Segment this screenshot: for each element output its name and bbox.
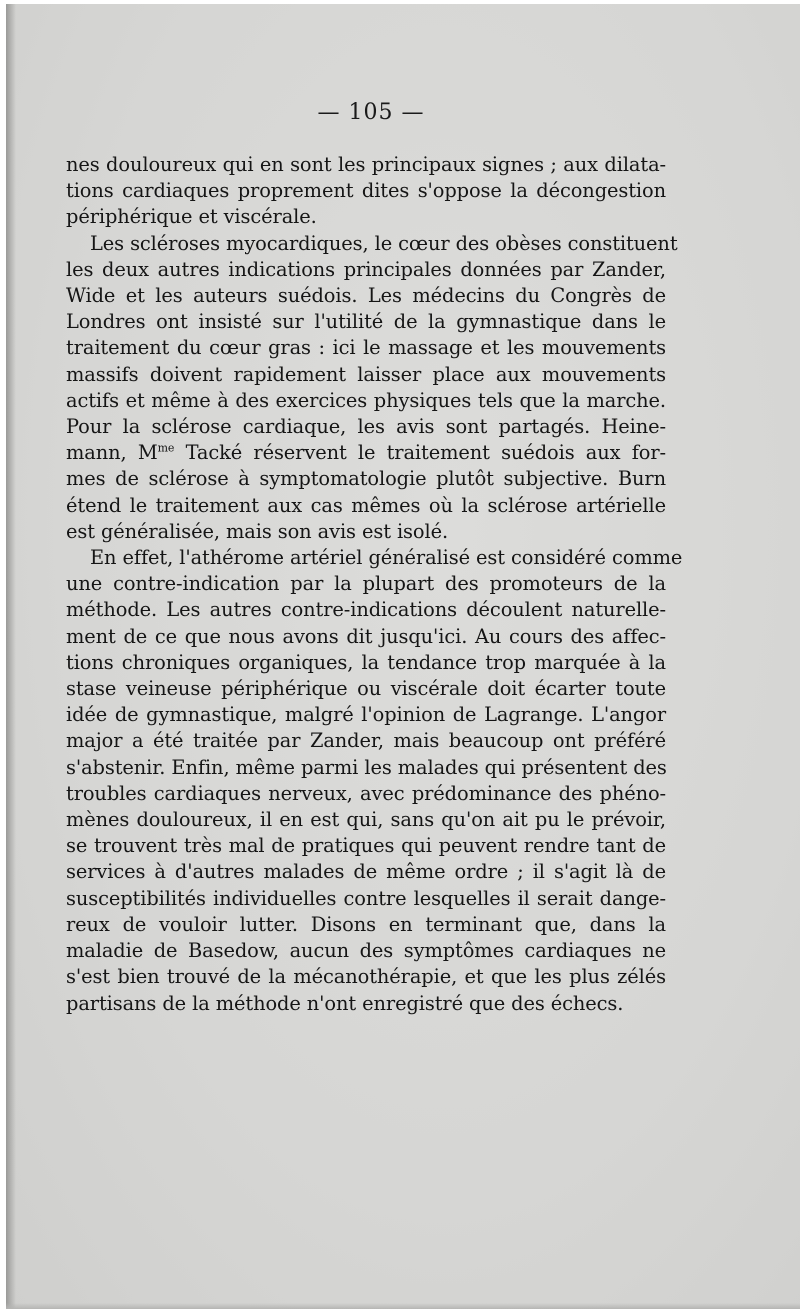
text-line: massifs doivent rapidement laisser place aux mouvements	[66, 362, 666, 386]
body-text	[66, 152, 683, 1017]
page-number: — 105 —	[317, 100, 425, 125]
text-line: étend le traitement aux cas mêmes où la sclérose artérielle	[66, 493, 666, 517]
scanned-page	[6, 4, 800, 1309]
text-line: reux de vouloir lutter. Disons en terminant que, dans la	[66, 912, 666, 936]
text-line: partisans de la méthode n'ont enregistré que des échecs.	[66, 991, 624, 1015]
page-bottom-shadow	[6, 1303, 800, 1309]
text-line: stase veineuse périphérique ou viscérale doit écarter toute	[66, 677, 666, 701]
text-line: major a été traitée par Zander, mais beaucoup ont préféré	[66, 729, 666, 753]
text-line: maladie de Basedow, aucun des symptômes cardiaques ne	[66, 939, 666, 963]
text-line: mann, $M^{me}$ Tacké réservent le traitement suédois aux for-	[66, 441, 666, 465]
text-line: services à d'autres malades de même ordre ; il s'agit là de	[66, 860, 666, 884]
text-line: En effet, l'athérome artériel généralisé est considéré comme	[90, 546, 683, 570]
text-line: méthode. Les autres contre-indications découlent naturelle-	[66, 598, 666, 622]
text-line: actifs et même à des exercices physiques tels que la marche.	[66, 388, 666, 412]
text-line: périphérique et viscérale.	[66, 205, 317, 229]
text-line: mes de sclérose à symptomatologie plutôt subjective. Burn	[66, 467, 666, 491]
text-line: se trouvent très mal de pratiques qui peuvent rendre tant de	[66, 834, 666, 858]
text-line: traitement du cœur gras : ici le massage et les mouvements	[66, 336, 666, 360]
text-line: troubles cardiaques nerveux, avec prédominance des phéno-	[66, 781, 666, 805]
text-line: Les scléroses myocardiques, le cœur des obèses constituent	[90, 231, 678, 255]
text-line: est généralisée, mais son avis est isolé.	[66, 519, 449, 543]
text-line: s'abstenir. Enfin, même parmi les malades qui présentent des	[66, 755, 667, 779]
text-line: une contre-indication par la plupart des promoteurs de la	[66, 572, 666, 596]
text-line: Londres ont insisté sur l'utilité de la gymnastique dans le	[66, 310, 666, 334]
paragraph-2	[66, 231, 678, 545]
text-line: tions chroniques organiques, la tendance trop marquée à la	[66, 650, 666, 674]
text-line: tions cardiaques proprement dites s'oppose la décongestion	[66, 179, 666, 203]
paragraph-3	[66, 545, 683, 1017]
text-line: ment de ce que nous avons dit jusqu'ici. Au cours des affec-	[66, 624, 666, 648]
page-gutter-shadow	[6, 4, 16, 1309]
text-line: Wide et les auteurs suédois. Les médecins du Congrès de	[66, 284, 666, 308]
text-line: nes douloureux qui en sont les principaux signes ; aux dilata-	[66, 153, 666, 176]
text-line: susceptibilités individuelles contre lesquelles il serait dange-	[66, 886, 666, 910]
text-line: s'est bien trouvé de la mécanothérapie, et que les plus zélés	[66, 965, 666, 989]
text-line: les deux autres indications principales données par Zander,	[66, 257, 666, 281]
paragraph-1	[66, 152, 666, 231]
text-line: mènes douloureux, il en est qui, sans qu'on ait pu le prévoir,	[66, 808, 666, 832]
text-line: Pour la sclérose cardiaque, les avis sont partagés. Heine-	[66, 415, 666, 439]
text-line: idée de gymnastique, malgré l'opinion de Lagrange. L'angor	[66, 703, 666, 727]
